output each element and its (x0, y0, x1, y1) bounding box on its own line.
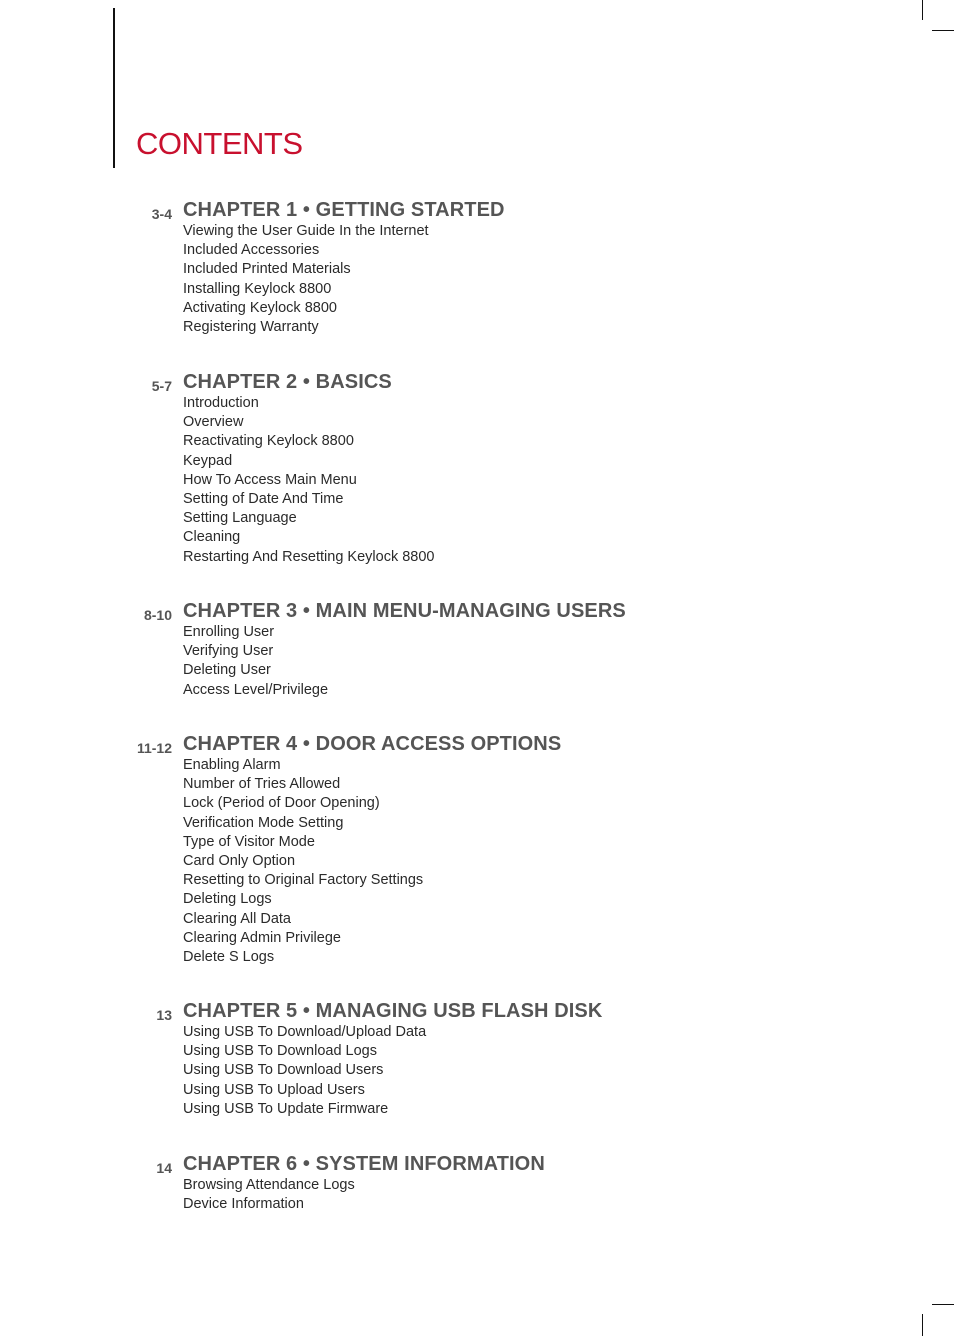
toc-entry[interactable]: Deleting User (183, 662, 271, 679)
chapter-heading (0, 733, 954, 756)
chapter-page-range: 11-12 (136, 740, 172, 756)
toc-entry[interactable]: Card Only Option (183, 852, 296, 869)
toc-entry[interactable]: How To Access Main Menu (183, 471, 357, 488)
toc-entry[interactable]: Type of Visitor Mode (183, 833, 315, 850)
chapter-section (0, 733, 954, 967)
toc-entry[interactable]: Reactivating Keylock 8800 (183, 433, 354, 450)
toc-entry[interactable]: Resetting to Original Factory Settings (183, 872, 424, 889)
crop-mark-top-vertical (922, 0, 923, 20)
toc-entry[interactable]: Using USB To Upload Users (183, 1081, 365, 1098)
toc-entry[interactable]: Activating Keylock 8800 (183, 299, 337, 316)
chapter-section (0, 1000, 954, 1119)
chapter-section (0, 1153, 954, 1214)
toc-entry[interactable]: Setting Language (183, 510, 297, 527)
chapter-heading (0, 1000, 954, 1023)
chapter-title[interactable]: CHAPTER 6 • SYSTEM INFORMATION (183, 1153, 545, 1175)
toc-entry[interactable]: Number of Tries Allowed (183, 776, 341, 793)
toc-entry[interactable]: Included Printed Materials (183, 261, 351, 278)
toc-entry[interactable]: Access Level/Privilege (183, 681, 329, 698)
chapter-heading (0, 600, 954, 623)
chapter-section (0, 600, 954, 700)
toc-entry[interactable]: Enabling Alarm (183, 757, 281, 773)
chapter-topic-list (0, 756, 954, 967)
chapter-title[interactable]: CHAPTER 4 • DOOR ACCESS OPTIONS (183, 733, 562, 755)
chapter-heading (0, 199, 954, 222)
chapter-title[interactable]: CHAPTER 5 • MANAGING USB FLASH DISK (183, 1000, 603, 1022)
chapter-page-range: 8-10 (143, 607, 172, 623)
toc-entry[interactable]: Included Accessories (183, 242, 320, 259)
toc-entry[interactable]: Clearing All Data (183, 910, 291, 927)
toc-entry[interactable]: Using USB To Download/Upload Data (183, 1024, 427, 1040)
toc-entry[interactable]: Restarting And Resetting Keylock 8800 (183, 548, 435, 565)
chapter-topic-list (0, 1023, 954, 1119)
page-title: CONTENTS (136, 126, 303, 161)
crop-mark-top-horizontal (932, 30, 954, 31)
chapter-page-range: 13 (156, 1007, 172, 1023)
left-margin-rule (113, 8, 115, 168)
chapter-title[interactable]: CHAPTER 1 • GETTING STARTED (183, 199, 505, 221)
toc-entry[interactable]: Using USB To Update Firmware (183, 1100, 389, 1117)
toc-entry[interactable]: Verifying User (183, 643, 274, 660)
crop-mark-bottom-vertical (922, 1314, 923, 1336)
toc-entry[interactable]: Clearing Admin Privilege (183, 929, 341, 946)
toc-entry[interactable]: Lock (Period of Door Opening) (183, 795, 380, 812)
toc-entry[interactable]: Device Information (183, 1196, 304, 1213)
toc-entry[interactable]: Cleaning (183, 529, 241, 546)
chapter-topic-list (0, 623, 954, 700)
chapter-heading (0, 1153, 954, 1176)
toc-entry[interactable]: Overview (183, 414, 244, 431)
toc-entry[interactable]: Setting of Date And Time (183, 490, 344, 507)
chapter-heading (0, 371, 954, 394)
toc-entry[interactable]: Registering Warranty (183, 318, 319, 335)
crop-mark-bottom-horizontal (932, 1304, 954, 1305)
toc-entry[interactable]: Introduction (183, 395, 259, 411)
toc-entry[interactable]: Viewing the User Guide In the Internet (183, 223, 429, 239)
chapter-page-range: 5-7 (151, 378, 172, 394)
toc-entry[interactable]: Using USB To Download Logs (183, 1043, 377, 1060)
toc-entry[interactable]: Deleting Logs (183, 891, 272, 908)
toc-entry[interactable]: Installing Keylock 8800 (183, 280, 332, 297)
toc-entry[interactable]: Using USB To Download Users (183, 1062, 384, 1079)
chapter-topic-list (0, 222, 954, 337)
chapter-title[interactable]: CHAPTER 2 • BASICS (183, 371, 392, 393)
chapter-page-range: 14 (156, 1160, 172, 1176)
toc-entry[interactable]: Browsing Attendance Logs (183, 1177, 355, 1193)
toc-entry[interactable]: Enrolling User (183, 624, 275, 640)
chapter-topic-list (0, 394, 954, 567)
chapter-topic-list (0, 1176, 954, 1214)
chapter-section (0, 371, 954, 567)
chapter-page-range: 3-4 (151, 206, 172, 222)
toc-entry[interactable]: Verification Mode Setting (183, 814, 344, 831)
chapter-section (0, 199, 954, 337)
toc-entry[interactable]: Delete S Logs (183, 948, 275, 965)
toc-entry[interactable]: Keypad (183, 452, 233, 469)
chapter-title[interactable]: CHAPTER 3 • MAIN MENU-MANAGING USERS (183, 600, 626, 622)
